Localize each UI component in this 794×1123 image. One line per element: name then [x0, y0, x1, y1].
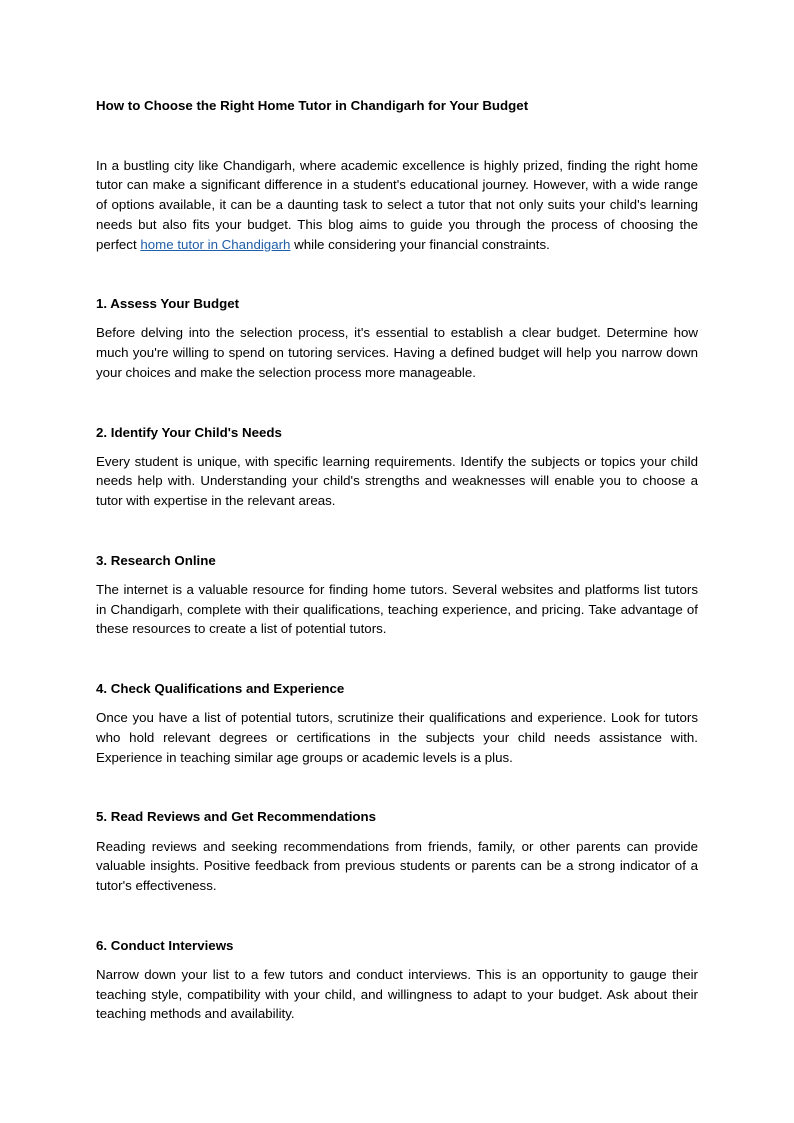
- section-body: Every student is unique, with specific learning requirements. Identify the subjects or topics your child needs help with. Understanding your child's strengths and weaknesses will enable you to choose a tutor with expertise in the relevant areas.: [96, 453, 698, 509]
- section-body: Once you have a list of potential tutors, scrutinize their qualifications and experience. Look for tutors who hold relevant degrees or certifications in the subjects your child needs assistance with. Experience in teaching similar age groups or academic levels is a plus.: [96, 710, 698, 765]
- section-body: Before delving into the selection process, it's essential to establish a clear budget. Determine how much you're willing to spend on tutoring services. Having a defined budget will help you narrow down your choices and make the selection process more manageable.: [96, 325, 698, 380]
- page-title: How to Choose the Right Home Tutor in Chandigarh for Your Budget: [96, 98, 529, 113]
- section-heading: 5. Read Reviews and Get Recommendations: [96, 809, 377, 825]
- intro-text-before-link: In a bustling city like Chandigarh, where academic excellence is highly prized, finding the right home tutor can make a significant difference in a student's educational journey. However, with a wide range of options available, it can be a daunting task to select a tutor that not only suits your child's learning needs but also fits your budget. This blog aims to guide you through the process of choosing the perfect: [96, 157, 698, 252]
- section-heading: 3. Research Online: [96, 552, 216, 568]
- home-tutor-link[interactable]: home tutor in Chandigarh: [140, 236, 291, 252]
- section-check-qualifications: [96, 679, 698, 767]
- section-identify-needs: [96, 423, 698, 511]
- intro-text-after-link: while considering your financial constraints.: [290, 236, 550, 252]
- section-heading: 2. Identify Your Child's Needs: [96, 424, 282, 440]
- section-body: Narrow down your list to a few tutors and conduct interviews. This is an opportunity to gauge their teaching style, compatibility with your child, and willingness to adapt to your budget. Ask about their teaching methods and availability.: [96, 966, 698, 1022]
- section-research-online: [96, 551, 698, 639]
- section-read-reviews: [96, 807, 698, 895]
- document-content: [96, 96, 698, 1024]
- section-heading: 6. Conduct Interviews: [96, 937, 234, 953]
- section-assess-budget: [96, 294, 698, 382]
- section-conduct-interviews: [96, 936, 698, 1024]
- section-body: The internet is a valuable resource for finding home tutors. Several websites and platforms list tutors in Chandigarh, complete with their qualifications, teaching experience, and pricing. Take advantage of these resources to create a list of potential tutors.: [96, 582, 698, 637]
- section-body: Reading reviews and seeking recommendations from friends, family, or other parents can provide valuable insights. Positive feedback from previous students or parents can be a strong indicator of a tutor's effectiveness.: [96, 838, 698, 894]
- section-heading: 4. Check Qualifications and Experience: [96, 681, 345, 697]
- section-heading: 1. Assess Your Budget: [96, 296, 240, 312]
- intro-paragraph: [96, 156, 698, 255]
